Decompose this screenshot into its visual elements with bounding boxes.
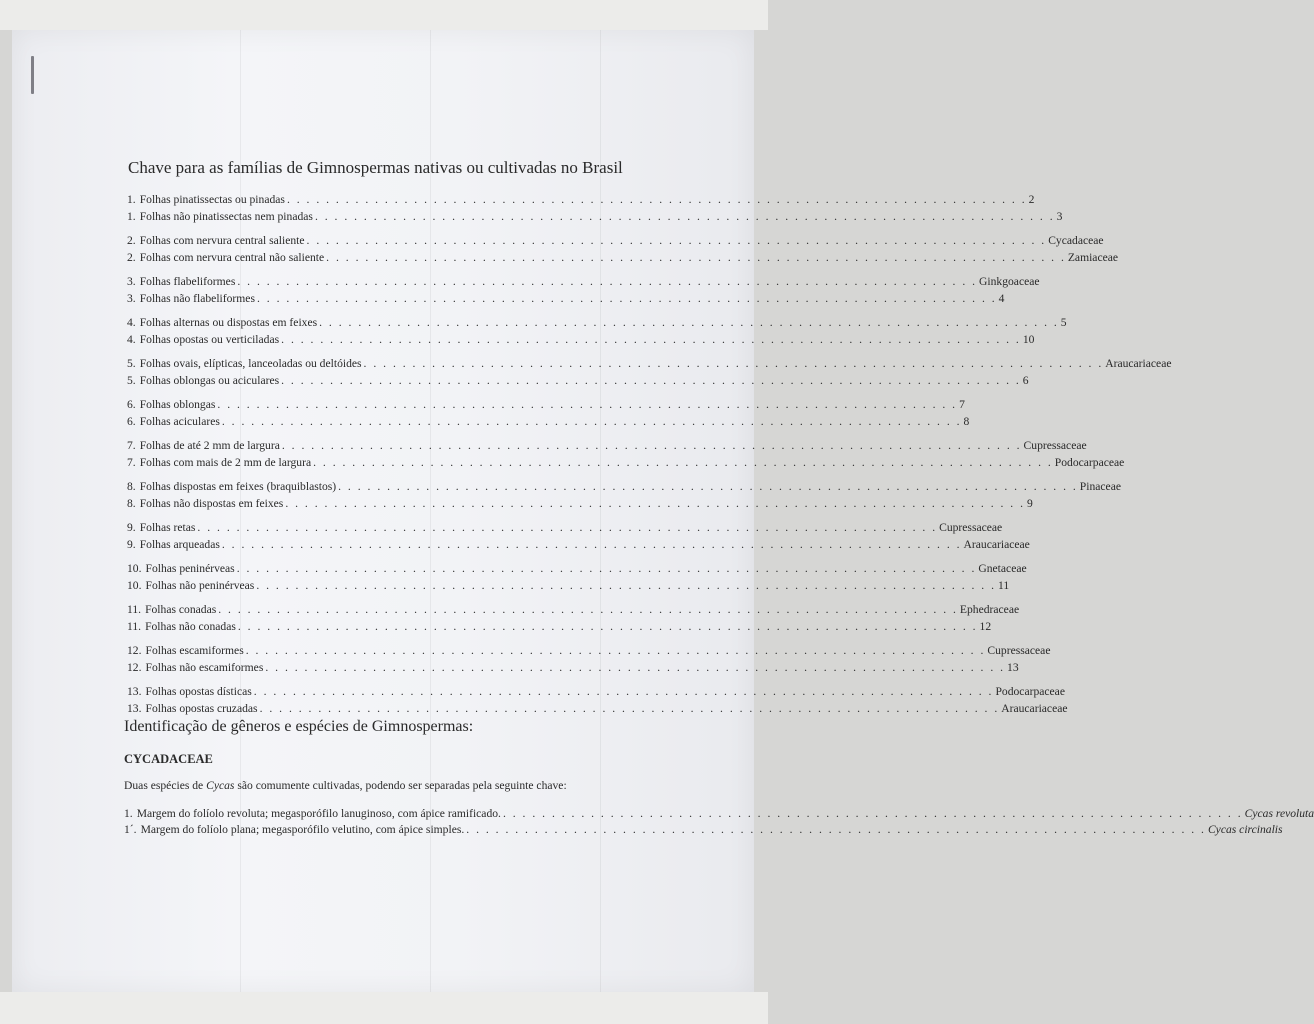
key-line <box>127 519 1003 536</box>
key-number: 6. <box>127 415 136 428</box>
dot-leader: . . . . . . . . . . . . . . . . . . . . . . . . . . . . . . . . . . . . . . . . . . . . . . . . . . . . . . . . . . . . . . . . . . . . . . . . . . . . <box>253 685 994 698</box>
key-text: Folhas aciculares <box>139 415 220 428</box>
key-number: 7. <box>127 439 136 452</box>
dot-leader: . . . . . . . . . . . . . . . . . . . . . . . . . . . . . . . . . . . . . . . . . . . . . . . . . . . . . . . . . . . . . . . . . . . . . . . . . . . . <box>256 292 997 305</box>
key-line <box>127 437 1087 454</box>
key-couplet <box>127 396 970 430</box>
key-text: Folhas alternas ou dispostas em feixes <box>139 316 318 329</box>
key-number: 12. <box>127 644 142 657</box>
key-result: 5 <box>1060 316 1067 329</box>
key-text: Folhas não peninérveas <box>145 579 255 592</box>
key-number: 2. <box>127 234 136 247</box>
key-text: Folhas pinatissectas ou pinadas <box>139 193 285 206</box>
key-result: Gnetaceae <box>978 562 1027 575</box>
key-number: 11. <box>127 603 142 616</box>
background-bottom <box>0 992 768 1024</box>
species-name: Cycas circinalis <box>1207 823 1283 836</box>
key-number: 8. <box>127 497 136 510</box>
dot-leader: . . . . . . . . . . . . . . . . . . . . . . . . . . . . . . . . . . . . . . . . . . . . . . . . . . . . . . . . . . . . . . . . . . . . . . . . . . . . <box>218 603 958 616</box>
key-text: Folhas com nervura central não saliente <box>139 251 325 264</box>
dot-leader: . . . . . . . . . . . . . . . . . . . . . . . . . . . . . . . . . . . . . . . . . . . . . . . . . . . . . . . . . . . . . . . . . . . . . . . . . . . . <box>306 234 1047 247</box>
dot-leader: . . . . . . . . . . . . . . . . . . . . . . . . . . . . . . . . . . . . . . . . . . . . . . . . . . . . . . . . . . . . . . . . . . . . . . . . . . . . <box>217 398 958 411</box>
key-text: Folhas flabeliformes <box>139 275 236 288</box>
intro-text-before: Duas espécies de <box>124 779 207 792</box>
key-couplet <box>127 355 1172 389</box>
key-couplet <box>127 560 1027 594</box>
key-text: Folhas conadas <box>145 603 217 616</box>
key-number: 1. <box>127 193 136 206</box>
key-text: Margem do folíolo revoluta; megasporófilo lanuginoso, com ápice ramificado. <box>136 807 501 820</box>
key-number: 9. <box>127 538 136 551</box>
cycas-key-line <box>124 806 1314 822</box>
key-result: Podocarpaceae <box>995 685 1065 698</box>
key-number: 2. <box>127 251 136 264</box>
staple <box>31 56 34 94</box>
background-top <box>0 0 768 30</box>
key-number: 7. <box>127 456 136 469</box>
key-number: 8. <box>127 480 136 493</box>
dot-leader: . . . . . . . . . . . . . . . . . . . . . . . . . . . . . . . . . . . . . . . . . . . . . . . . . . . . . . . . . . . . . . . . . . . . . . . . . . . . <box>319 316 1059 329</box>
key-number: 5. <box>127 357 136 370</box>
key-text: Folhas não pinatissectas nem pinadas <box>139 210 313 223</box>
key-text: Folhas opostas dísticas <box>145 685 252 698</box>
key-result: Ginkgoaceae <box>979 275 1040 288</box>
key-text: Folhas retas <box>139 521 196 534</box>
key-text: Folhas com nervura central saliente <box>139 234 305 247</box>
cycas-key-line <box>124 822 1283 838</box>
dot-leader: . . . . . . . . . . . . . . . . . . . . . . . . . . . . . . . . . . . . . . . . . . . . . . . . . . . . . . . . . . . . . . . . . . . . . . . . . . . . <box>466 823 1206 836</box>
key-number: 4. <box>127 333 136 346</box>
key-result: Araucariaceae <box>1105 357 1172 370</box>
intro-text-after: são comumente cultivadas, podendo ser separadas pela seguinte chave: <box>234 779 567 792</box>
key-couplet <box>127 314 1067 348</box>
key-line <box>127 560 1027 577</box>
key-line <box>127 396 965 413</box>
key-result: 4 <box>998 292 1005 305</box>
key-line <box>127 659 1019 676</box>
key-text: Folhas dispostas em feixes (braquiblastos) <box>139 480 337 493</box>
section-title: Identificação de gêneros e espécies de Gimnospermas: <box>124 718 474 735</box>
key-line <box>127 331 1035 348</box>
key-line <box>127 208 1063 225</box>
key-number: 10. <box>127 562 142 575</box>
key-line <box>127 232 1104 249</box>
key-number: 12. <box>127 661 142 674</box>
dot-leader: . . . . . . . . . . . . . . . . . . . . . . . . . . . . . . . . . . . . . . . . . . . . . . . . . . . . . . . . . . . . . . . . . . . . . . . . . . . . <box>281 439 1022 452</box>
key-result: Cupressaceae <box>987 644 1051 657</box>
key-couplet <box>127 683 1068 717</box>
key-text: Folhas ovais, elípticas, lanceoladas ou deltóides <box>139 357 362 370</box>
dot-leader: . . . . . . . . . . . . . . . . . . . . . . . . . . . . . . . . . . . . . . . . . . . . . . . . . . . . . . . . . . . . . . . . . . . . . . . . . . . . <box>237 275 978 288</box>
key-line <box>127 413 970 430</box>
dot-leader: . . . . . . . . . . . . . . . . . . . . . . . . . . . . . . . . . . . . . . . . . . . . . . . . . . . . . . . . . . . . . . . . . . . . . . . . . . . . <box>236 562 977 575</box>
identification-key <box>127 191 1172 724</box>
key-result: Pinaceae <box>1079 480 1121 493</box>
dot-leader: . . . . . . . . . . . . . . . . . . . . . . . . . . . . . . . . . . . . . . . . . . . . . . . . . . . . . . . . . . . . . . . . . . . . . . . . . . . . <box>502 807 1243 820</box>
key-number: 3. <box>127 292 136 305</box>
dot-leader: . . . . . . . . . . . . . . . . . . . . . . . . . . . . . . . . . . . . . . . . . . . . . . . . . . . . . . . . . . . . . . . . . . . . . . . . . . . . <box>314 210 1055 223</box>
key-result: Cupressaceae <box>1023 439 1087 452</box>
dot-leader: . . . . . . . . . . . . . . . . . . . . . . . . . . . . . . . . . . . . . . . . . . . . . . . . . . . . . . . . . . . . . . . . . . . . . . . . . . . . <box>338 480 1078 493</box>
dot-leader: . . . . . . . . . . . . . . . . . . . . . . . . . . . . . . . . . . . . . . . . . . . . . . . . . . . . . . . . . . . . . . . . . . . . . . . . . . . . <box>326 251 1066 264</box>
key-text: Folhas não conadas <box>145 620 236 633</box>
key-line <box>127 273 1040 290</box>
key-result: 6 <box>1022 374 1029 387</box>
key-line <box>127 618 992 635</box>
key-couplet <box>127 232 1119 266</box>
key-line <box>127 355 1172 372</box>
key-line <box>127 683 1065 700</box>
key-result: 3 <box>1056 210 1063 223</box>
key-title: Chave para as famílias de Gimnospermas nativas ou cultivadas no Brasil <box>128 158 623 177</box>
key-number: 6. <box>127 398 136 411</box>
key-text: Folhas de até 2 mm de largura <box>139 439 280 452</box>
key-result: Podocarpaceae <box>1054 456 1125 469</box>
key-couplet <box>127 642 1051 676</box>
dot-leader: . . . . . . . . . . . . . . . . . . . . . . . . . . . . . . . . . . . . . . . . . . . . . . . . . . . . . . . . . . . . . . . . . . . . . . . . . . . . <box>237 620 978 633</box>
key-number: 9. <box>127 521 136 534</box>
key-couplet <box>127 191 1063 225</box>
key-result: 9 <box>1027 497 1033 510</box>
key-result: 8 <box>963 415 970 428</box>
key-number: 13. <box>127 685 142 698</box>
key-text: Folhas opostas ou verticiladas <box>139 333 280 346</box>
key-result: 7 <box>959 398 965 411</box>
key-line <box>127 314 1067 331</box>
key-line <box>127 601 1020 618</box>
cycas-key <box>124 806 1314 838</box>
family-heading: CYCADACEAE <box>124 752 213 766</box>
key-text: Folhas não flabeliformes <box>139 292 255 305</box>
key-number: 1´. <box>124 823 137 836</box>
key-result: Zamiaceae <box>1067 251 1119 264</box>
key-text: Folhas arqueadas <box>139 538 220 551</box>
key-line <box>127 700 1068 717</box>
key-number: 1. <box>127 210 136 223</box>
key-line <box>127 249 1119 266</box>
key-text: Folhas oblongas <box>139 398 216 411</box>
genus-name: Cycas <box>206 779 235 792</box>
key-couplet <box>127 519 1030 553</box>
key-line <box>127 372 1029 389</box>
dot-leader: . . . . . . . . . . . . . . . . . . . . . . . . . . . . . . . . . . . . . . . . . . . . . . . . . . . . . . . . . . . . . . . . . . . . . . . . . . . . <box>197 521 938 534</box>
dot-leader: . . . . . . . . . . . . . . . . . . . . . . . . . . . . . . . . . . . . . . . . . . . . . . . . . . . . . . . . . . . . . . . . . . . . . . . . . . . . <box>313 456 1053 469</box>
key-text: Folhas opostas cruzadas <box>145 702 258 715</box>
dot-leader: . . . . . . . . . . . . . . . . . . . . . . . . . . . . . . . . . . . . . . . . . . . . . . . . . . . . . . . . . . . . . . . . . . . . . . . . . . . . <box>265 661 1006 674</box>
key-line <box>127 642 1051 659</box>
key-couplet <box>127 437 1125 471</box>
key-number: 13. <box>127 702 142 715</box>
key-line <box>127 577 1010 594</box>
species-name: Cycas revoluta <box>1244 807 1314 820</box>
key-number: 4. <box>127 316 136 329</box>
key-couplet <box>127 601 1020 635</box>
key-number: 5. <box>127 374 136 387</box>
key-line <box>127 290 1005 307</box>
dot-leader: . . . . . . . . . . . . . . . . . . . . . . . . . . . . . . . . . . . . . . . . . . . . . . . . . . . . . . . . . . . . . . . . . . . . . . . . . . . . <box>245 644 986 657</box>
key-number: 3. <box>127 275 136 288</box>
key-line <box>127 478 1121 495</box>
dot-leader: . . . . . . . . . . . . . . . . . . . . . . . . . . . . . . . . . . . . . . . . . . . . . . . . . . . . . . . . . . . . . . . . . . . . . . . . . . . . <box>363 357 1104 370</box>
key-number: 10. <box>127 579 142 592</box>
dot-leader: . . . . . . . . . . . . . . . . . . . . . . . . . . . . . . . . . . . . . . . . . . . . . . . . . . . . . . . . . . . . . . . . . . . . . . . . . . . . <box>221 415 962 428</box>
dot-leader: . . . . . . . . . . . . . . . . . . . . . . . . . . . . . . . . . . . . . . . . . . . . . . . . . . . . . . . . . . . . . . . . . . . . . . . . . . . . <box>285 497 1025 510</box>
key-text: Folhas oblongas ou aciculares <box>139 374 280 387</box>
key-line <box>127 454 1125 471</box>
key-text: Folhas peninérveas <box>145 562 235 575</box>
key-result: 10 <box>1022 333 1035 346</box>
key-couplet <box>127 273 1040 307</box>
key-result: 12 <box>979 620 992 633</box>
key-text: Folhas escamiformes <box>145 644 244 657</box>
key-line <box>127 536 1030 553</box>
key-result: 2 <box>1028 193 1035 206</box>
key-text: Margem do folíolo plana; megasporófilo velutino, com ápice simples. <box>140 823 465 836</box>
intro-paragraph <box>124 779 567 792</box>
key-text: Folhas com mais de 2 mm de largura <box>139 456 312 469</box>
dot-leader: . . . . . . . . . . . . . . . . . . . . . . . . . . . . . . . . . . . . . . . . . . . . . . . . . . . . . . . . . . . . . . . . . . . . . . . . . . . . <box>259 702 1000 715</box>
key-line <box>127 191 1035 208</box>
key-number: 1. <box>124 807 133 820</box>
key-result: Ephedraceae <box>959 603 1020 616</box>
key-line <box>127 495 1033 512</box>
key-result: 13 <box>1007 661 1019 674</box>
key-result: 11 <box>998 579 1010 592</box>
key-result: Cycadaceae <box>1048 234 1104 247</box>
key-result: Cupressaceae <box>939 521 1003 534</box>
key-text: Folhas não dispostas em feixes <box>139 497 284 510</box>
dot-leader: . . . . . . . . . . . . . . . . . . . . . . . . . . . . . . . . . . . . . . . . . . . . . . . . . . . . . . . . . . . . . . . . . . . . . . . . . . . . <box>221 538 962 551</box>
key-number: 11. <box>127 620 142 633</box>
dot-leader: . . . . . . . . . . . . . . . . . . . . . . . . . . . . . . . . . . . . . . . . . . . . . . . . . . . . . . . . . . . . . . . . . . . . . . . . . . . . <box>281 333 1021 346</box>
key-result: Araucariaceae <box>1001 702 1068 715</box>
dot-leader: . . . . . . . . . . . . . . . . . . . . . . . . . . . . . . . . . . . . . . . . . . . . . . . . . . . . . . . . . . . . . . . . . . . . . . . . . . . . <box>256 579 996 592</box>
dot-leader: . . . . . . . . . . . . . . . . . . . . . . . . . . . . . . . . . . . . . . . . . . . . . . . . . . . . . . . . . . . . . . . . . . . . . . . . . . . . <box>281 374 1021 387</box>
key-text: Folhas não escamiformes <box>145 661 264 674</box>
key-couplet <box>127 478 1121 512</box>
dot-leader: . . . . . . . . . . . . . . . . . . . . . . . . . . . . . . . . . . . . . . . . . . . . . . . . . . . . . . . . . . . . . . . . . . . . . . . . . . . . <box>286 193 1027 206</box>
key-result: Araucariaceae <box>963 538 1030 551</box>
